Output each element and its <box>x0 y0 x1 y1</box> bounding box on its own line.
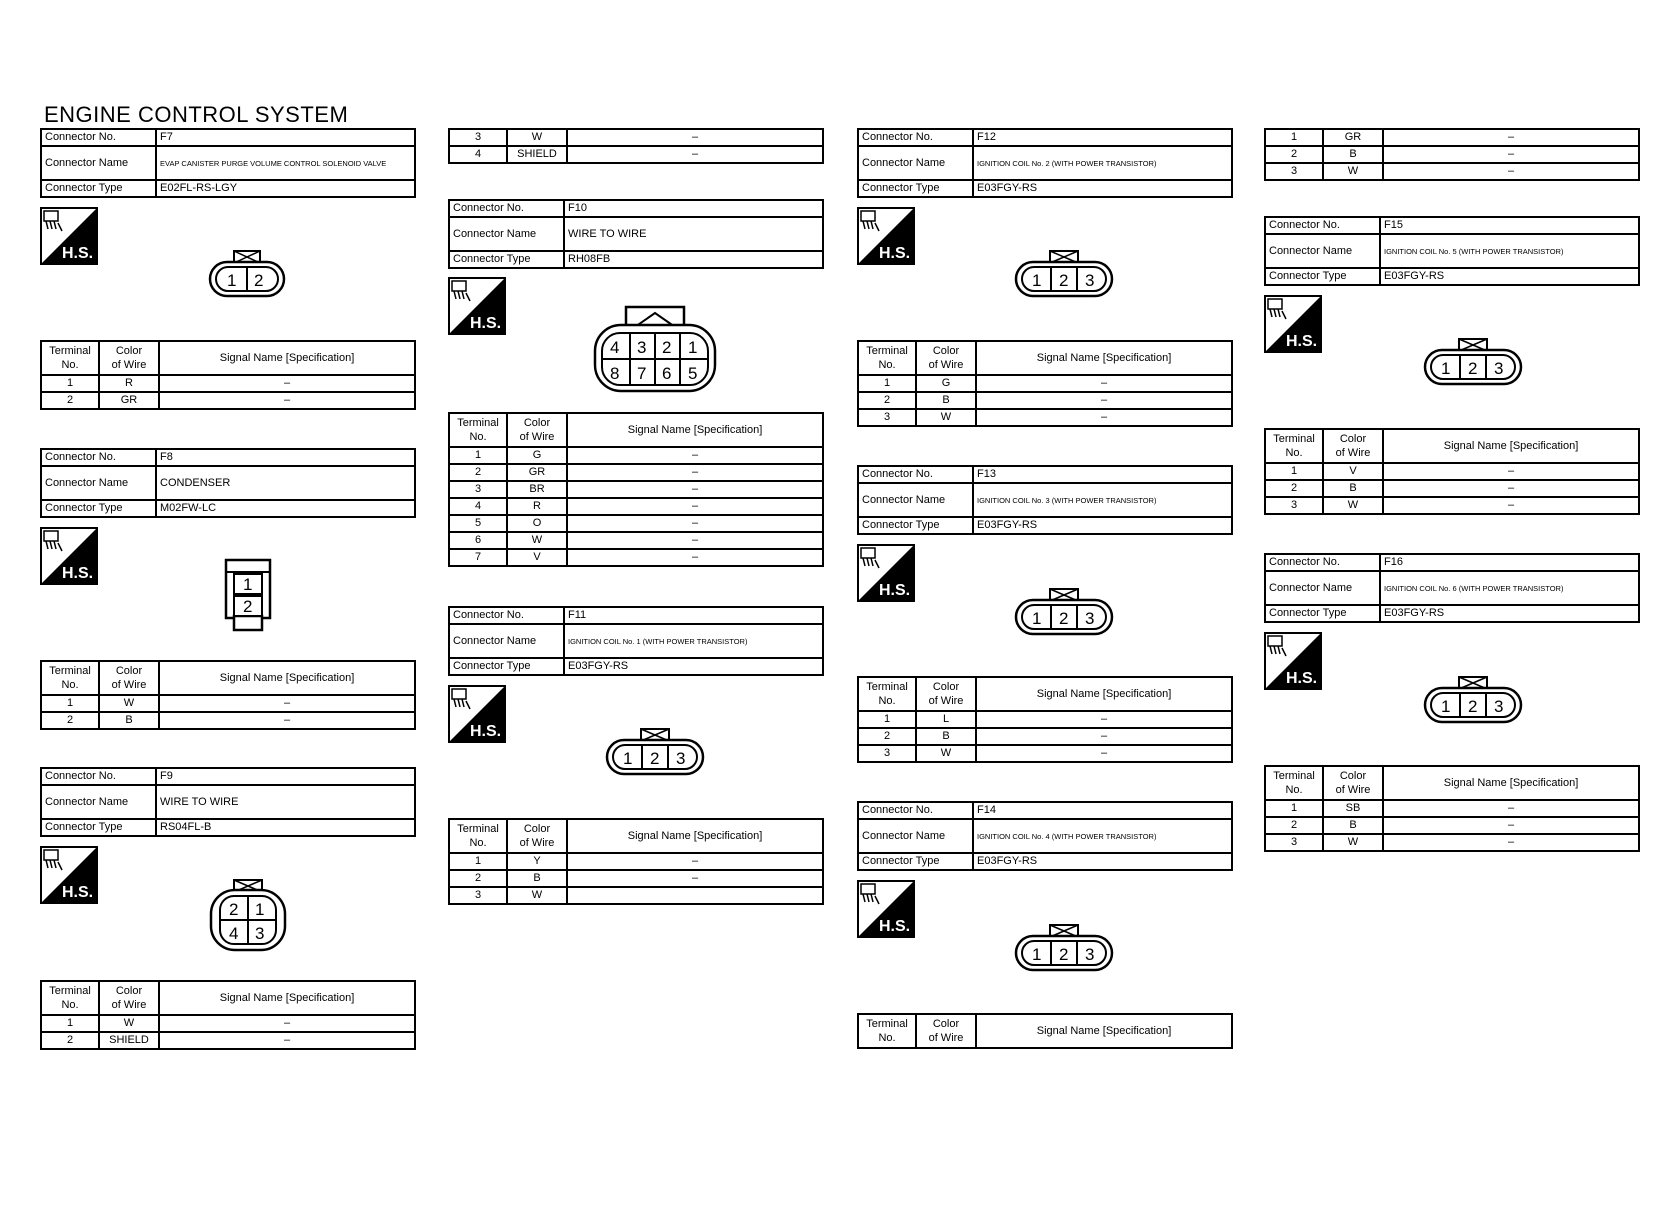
signal-name-header: Signal Name [Specification] <box>976 677 1232 711</box>
table-row: 3 W <box>449 887 823 904</box>
table-row: 1 Y – <box>449 853 823 870</box>
connector-name-value: IGNITION COIL No. 2 (WITH POWER TRANSISTOR) <box>973 146 1232 180</box>
connector-type-value: RS04FL-B <box>156 819 415 836</box>
signal-name-header: Signal Name [Specification] <box>976 1014 1232 1048</box>
connector-type-value: E03FGY-RS <box>973 180 1232 197</box>
connector-no-value: F13 <box>973 466 1232 483</box>
pin-label: 1 <box>1032 609 1042 628</box>
table-row: 2 B – <box>449 870 823 887</box>
pin-table-f14-header <box>857 1013 1233 1049</box>
pin-label: 3 <box>637 338 647 357</box>
table-row: 1 GR – <box>1265 129 1639 146</box>
pin-label: 2 <box>662 338 672 357</box>
connector-name-value: IGNITION COIL No. 3 (WITH POWER TRANSISTOR) <box>973 483 1232 517</box>
connector-no-value: F9 <box>156 768 415 785</box>
hs-icon <box>857 207 915 265</box>
connector-face-f8 <box>222 558 274 634</box>
terminal-no-header: Terminal No. <box>1265 429 1323 463</box>
signal-name-header: Signal Name [Specification] <box>567 819 823 853</box>
connector-name-label: Connector Name <box>449 624 564 658</box>
connector-name-value: IGNITION COIL No. 5 (WITH POWER TRANSISTOR) <box>1380 234 1639 268</box>
color-of-wire-header: Color of Wire <box>916 341 976 375</box>
pin-table-f9-part1 <box>40 980 416 1050</box>
signal-name-header: Signal Name [Specification] <box>1383 766 1639 800</box>
connector-type-label: Connector Type <box>1265 268 1380 285</box>
connector-face-f14 <box>1014 924 1114 974</box>
connector-type-label: Connector Type <box>858 853 973 870</box>
table-row: 2 GR – <box>41 392 415 409</box>
connector-name-label: Connector Name <box>41 146 156 180</box>
terminal-no-header: Terminal No. <box>858 677 916 711</box>
connector-header-f11 <box>448 606 824 676</box>
hs-icon <box>857 544 915 602</box>
table-row: 2 B – <box>1265 146 1639 163</box>
pin-label: 7 <box>637 364 647 383</box>
pin-label: 3 <box>676 749 686 768</box>
pin-label: 1 <box>688 338 698 357</box>
color-of-wire-header: Color of Wire <box>99 981 159 1015</box>
hs-badge-text: H.S. <box>470 315 502 332</box>
table-row: 1 G – <box>858 375 1232 392</box>
pin-label: 1 <box>243 575 253 594</box>
table-row: 3 W – <box>1265 163 1639 180</box>
connector-header-f9 <box>40 767 416 837</box>
signal-name-header: Signal Name [Specification] <box>976 341 1232 375</box>
table-row: 2 B – <box>41 712 415 729</box>
table-row: 3 W – <box>1265 834 1639 851</box>
pin-label: 1 <box>623 749 633 768</box>
pin-label: 1 <box>1441 359 1451 378</box>
connector-name-value: IGNITION COIL No. 6 (WITH POWER TRANSISTOR) <box>1380 571 1639 605</box>
connector-name-value: EVAP CANISTER PURGE VOLUME CONTROL SOLENOID VALVE <box>156 146 415 180</box>
connector-header-f8 <box>40 448 416 518</box>
pin-label: 3 <box>1085 945 1095 964</box>
hs-icon <box>40 846 98 904</box>
table-row: 3 W – <box>1265 497 1639 514</box>
hs-badge-text: H.S. <box>62 565 94 582</box>
pin-label: 3 <box>1494 359 1504 378</box>
table-row: 4 R – <box>449 498 823 515</box>
table-row: 3 BR – <box>449 481 823 498</box>
connector-no-value: F12 <box>973 129 1232 146</box>
connector-no-value: F15 <box>1380 217 1639 234</box>
connector-name-label: Connector Name <box>41 785 156 819</box>
pin-label: 2 <box>229 900 239 919</box>
hs-badge-text: H.S. <box>62 245 94 262</box>
connector-name-label: Connector Name <box>858 146 973 180</box>
connector-no-value: F11 <box>564 607 823 624</box>
pin-label: 2 <box>1059 609 1069 628</box>
connector-no-value: F14 <box>973 802 1232 819</box>
connector-header-f13 <box>857 465 1233 535</box>
color-of-wire-header: Color of Wire <box>916 677 976 711</box>
connector-name-value: IGNITION COIL No. 4 (WITH POWER TRANSISTOR) <box>973 819 1232 853</box>
terminal-no-header: Terminal No. <box>41 341 99 375</box>
pin-table-f8 <box>40 660 416 730</box>
connector-no-label: Connector No. <box>858 129 973 146</box>
hs-icon <box>40 527 98 585</box>
connector-no-label: Connector No. <box>41 768 156 785</box>
connector-type-label: Connector Type <box>449 658 564 675</box>
terminal-no-header: Terminal No. <box>449 819 507 853</box>
hs-icon <box>448 685 506 743</box>
pin-label: 1 <box>255 900 265 919</box>
pin-label: 3 <box>255 924 265 943</box>
terminal-no-header: Terminal No. <box>858 1014 916 1048</box>
connector-face-f11 <box>605 728 705 778</box>
signal-name-header: Signal Name [Specification] <box>159 661 415 695</box>
hs-icon <box>1264 632 1322 690</box>
hs-badge-text: H.S. <box>1286 670 1318 687</box>
pin-table-f15 <box>1264 428 1640 515</box>
hs-badge-text: H.S. <box>1286 333 1318 350</box>
table-row: 2 B – <box>858 728 1232 745</box>
pin-label: 1 <box>1032 945 1042 964</box>
pin-label: 5 <box>688 364 698 383</box>
color-of-wire-header: Color of Wire <box>1323 766 1383 800</box>
connector-face-f16 <box>1423 676 1523 726</box>
pin-table-f9-part2 <box>448 128 824 164</box>
connector-type-value: E03FGY-RS <box>973 517 1232 534</box>
table-row: 2 B – <box>858 392 1232 409</box>
connector-no-label: Connector No. <box>449 200 564 217</box>
connector-type-value: E02FL-RS-LGY <box>156 180 415 197</box>
terminal-no-header: Terminal No. <box>858 341 916 375</box>
connector-name-value: IGNITION COIL No. 1 (WITH POWER TRANSISTOR) <box>564 624 823 658</box>
table-row: 1 W – <box>41 695 415 712</box>
connector-no-value: F10 <box>564 200 823 217</box>
terminal-no-header: Terminal No. <box>1265 766 1323 800</box>
table-row: 5 O – <box>449 515 823 532</box>
connector-header-f14 <box>857 801 1233 871</box>
connector-face-f9 <box>208 878 288 954</box>
table-row: 2 SHIELD – <box>41 1032 415 1049</box>
hs-icon <box>1264 295 1322 353</box>
signal-name-header: Signal Name [Specification] <box>159 341 415 375</box>
connector-face-f15 <box>1423 338 1523 388</box>
table-row: 1 SB – <box>1265 800 1639 817</box>
connector-name-value: CONDENSER <box>156 466 415 500</box>
connector-face-f7 <box>208 250 286 300</box>
connector-header-f12 <box>857 128 1233 198</box>
connector-face-f12 <box>1014 250 1114 300</box>
hs-icon <box>40 207 98 265</box>
pin-label: 1 <box>1032 271 1042 290</box>
color-of-wire-header: Color of Wire <box>99 661 159 695</box>
table-row: 3 W – <box>858 745 1232 762</box>
table-row: 1 G – <box>449 447 823 464</box>
pin-label: 2 <box>1468 697 1478 716</box>
connector-face-f10 <box>592 305 718 395</box>
pin-label: 2 <box>243 597 253 616</box>
connector-type-label: Connector Type <box>41 180 156 197</box>
page-title: ENGINE CONTROL SYSTEM <box>44 102 349 127</box>
connector-no-label: Connector No. <box>1265 217 1380 234</box>
connector-type-value: E03FGY-RS <box>1380 605 1639 622</box>
pin-label: 8 <box>610 364 620 383</box>
connector-name-label: Connector Name <box>41 466 156 500</box>
connector-header-f15 <box>1264 216 1640 286</box>
hs-icon <box>448 277 506 335</box>
table-row: 1 R – <box>41 375 415 392</box>
signal-name-header: Signal Name [Specification] <box>567 413 823 447</box>
color-of-wire-header: Color of Wire <box>916 1014 976 1048</box>
pin-label: 4 <box>229 924 239 943</box>
pin-table-f13 <box>857 676 1233 763</box>
table-row: 1 W – <box>41 1015 415 1032</box>
pin-table-f10 <box>448 412 824 567</box>
connector-header-f10 <box>448 199 824 269</box>
pin-table-f12 <box>857 340 1233 427</box>
connector-type-label: Connector Type <box>41 500 156 517</box>
signal-name-header: Signal Name [Specification] <box>1383 429 1639 463</box>
pin-label: 3 <box>1494 697 1504 716</box>
connector-name-value: WIRE TO WIRE <box>156 785 415 819</box>
connector-name-value: WIRE TO WIRE <box>564 217 823 251</box>
table-row: 6 W – <box>449 532 823 549</box>
table-row: 1 V – <box>1265 463 1639 480</box>
color-of-wire-header: Color of Wire <box>507 413 567 447</box>
connector-no-value: F16 <box>1380 554 1639 571</box>
table-row: 2 B – <box>1265 817 1639 834</box>
connector-no-label: Connector No. <box>858 466 973 483</box>
table-row: 2 B – <box>1265 480 1639 497</box>
pin-table-f7 <box>40 340 416 410</box>
pin-table-f16 <box>1264 765 1640 852</box>
terminal-no-header: Terminal No. <box>449 413 507 447</box>
pin-label: 2 <box>1468 359 1478 378</box>
connector-type-label: Connector Type <box>449 251 564 268</box>
connector-name-label: Connector Name <box>1265 571 1380 605</box>
pin-table-f14-rows <box>1264 128 1640 181</box>
connector-name-label: Connector Name <box>449 217 564 251</box>
pin-label: 2 <box>1059 271 1069 290</box>
table-row: 3 W – <box>858 409 1232 426</box>
connector-type-label: Connector Type <box>41 819 156 836</box>
pin-label: 1 <box>227 271 237 290</box>
connector-type-label: Connector Type <box>1265 605 1380 622</box>
pin-label: 6 <box>662 364 672 383</box>
table-row: 7 V – <box>449 549 823 566</box>
connector-no-label: Connector No. <box>449 607 564 624</box>
signal-name-header: Signal Name [Specification] <box>159 981 415 1015</box>
table-row: 4 SHIELD – <box>449 146 823 163</box>
terminal-no-header: Terminal No. <box>41 981 99 1015</box>
table-row: 3 W – <box>449 129 823 146</box>
table-row: 2 GR – <box>449 464 823 481</box>
color-of-wire-header: Color of Wire <box>1323 429 1383 463</box>
connector-no-label: Connector No. <box>1265 554 1380 571</box>
hs-badge-text: H.S. <box>879 245 911 262</box>
hs-badge-text: H.S. <box>470 723 502 740</box>
connector-face-f13 <box>1014 588 1114 638</box>
pin-label: 3 <box>1085 271 1095 290</box>
connector-type-value: E03FGY-RS <box>1380 268 1639 285</box>
connector-name-label: Connector Name <box>858 483 973 517</box>
connector-type-value: E03FGY-RS <box>973 853 1232 870</box>
connector-type-value: M02FW-LC <box>156 500 415 517</box>
color-of-wire-header: Color of Wire <box>99 341 159 375</box>
connector-header-f7 <box>40 128 416 198</box>
pin-label: 4 <box>610 338 620 357</box>
hs-badge-text: H.S. <box>879 918 911 935</box>
connector-type-value: RH08FB <box>564 251 823 268</box>
pin-label: 3 <box>1085 609 1095 628</box>
connector-type-label: Connector Type <box>858 517 973 534</box>
hs-badge-text: H.S. <box>879 582 911 599</box>
table-row: 1 L – <box>858 711 1232 728</box>
connector-no-value: F8 <box>156 449 415 466</box>
connector-no-label: Connector No. <box>858 802 973 819</box>
connector-name-label: Connector Name <box>858 819 973 853</box>
connector-no-label: Connector No. <box>41 129 156 146</box>
connector-type-value: E03FGY-RS <box>564 658 823 675</box>
color-of-wire-header: Color of Wire <box>507 819 567 853</box>
connector-no-value: F7 <box>156 129 415 146</box>
pin-label: 2 <box>254 271 264 290</box>
connector-no-label: Connector No. <box>41 449 156 466</box>
pin-label: 2 <box>650 749 660 768</box>
connector-name-label: Connector Name <box>1265 234 1380 268</box>
hs-icon <box>857 880 915 938</box>
pin-label: 2 <box>1059 945 1069 964</box>
terminal-no-header: Terminal No. <box>41 661 99 695</box>
connector-type-label: Connector Type <box>858 180 973 197</box>
pin-label: 1 <box>1441 697 1451 716</box>
connector-header-f16 <box>1264 553 1640 623</box>
pin-table-f11 <box>448 818 824 905</box>
hs-badge-text: H.S. <box>62 884 94 901</box>
